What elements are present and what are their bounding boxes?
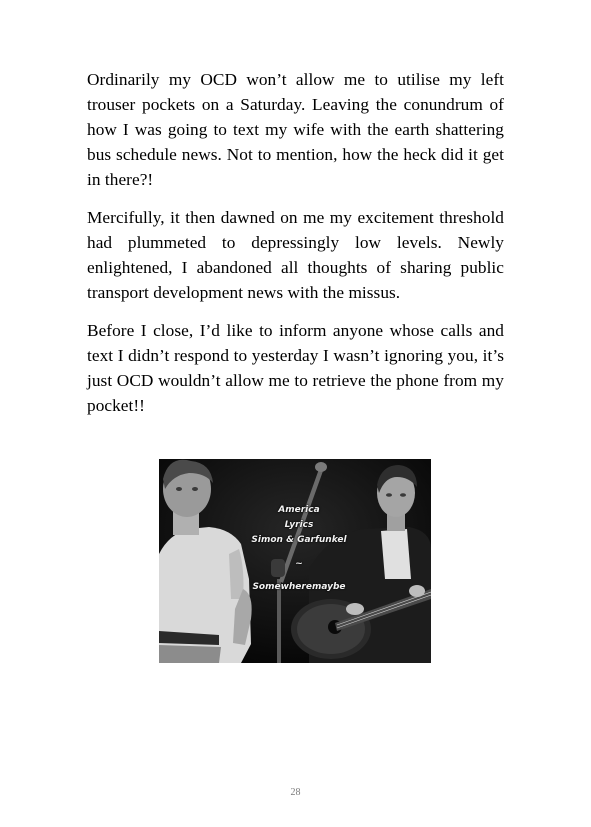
caption-title: America [278,505,320,515]
paragraph-1: Ordinarily my OCD won’t allow me to utilise my left trouser pockets on a Saturday. Leaving the conundrum of how I was going to text my wife with the earth shattering bus schedule news. Not to mention, how the heck did it get in there?! [87,70,504,189]
body-text [87,67,504,431]
paragraph-3: Before I close, I’d like to inform anyone whose calls and text I didn’t respond to yesterday I wasn’t ignoring you, it’s just OCD wouldn’t allow me to retrieve the phone from my pocket!! [87,321,504,415]
caption-credit: Somewheremaybe [252,582,346,592]
page-number: 28 [290,787,301,798]
caption-separator: ~ [295,559,303,569]
concert-photo [159,459,431,663]
photo-caption [229,503,369,595]
paragraph-2: Mercifully, it then dawned on me my excitement threshold had plummeted to depressingly low levels. Newly enlightened, I abandoned all thoughts of sharing public transport development news with the missus. [87,208,504,302]
caption-artist: Simon & Garfunkel [251,535,347,545]
caption-subtitle: Lyrics [284,520,314,530]
